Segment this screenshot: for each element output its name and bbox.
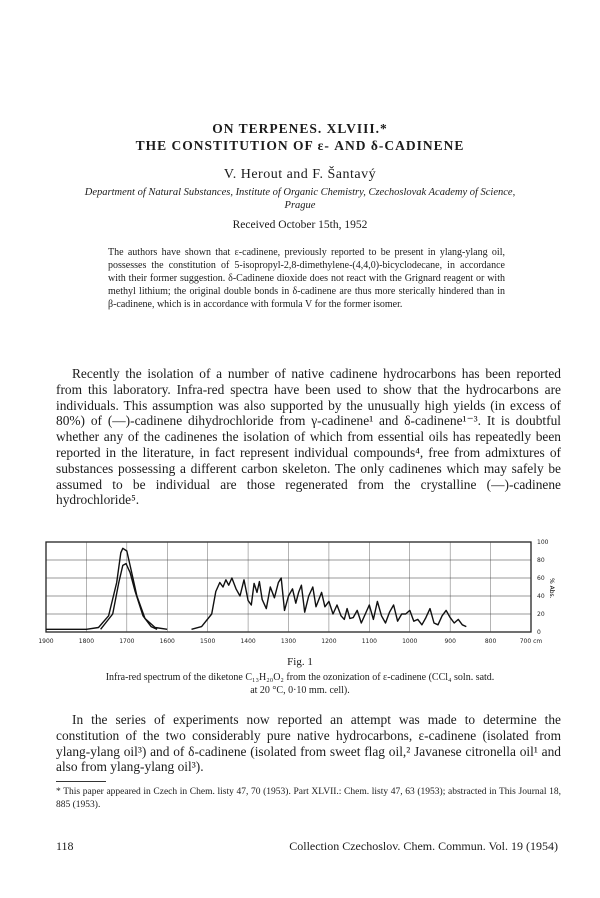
x-tick-label: 1800 xyxy=(78,638,95,645)
x-tick-label: 1500 xyxy=(200,638,216,645)
figure-label: Fig. 1 xyxy=(287,656,313,668)
y-tick-label: 80 xyxy=(537,557,545,564)
page-number: 118 xyxy=(56,839,74,853)
x-tick-label: 1900 xyxy=(38,638,54,645)
figure-caption-line-2: at 20 °C, 0·10 mm. cell). xyxy=(250,685,350,696)
spectrum-curves xyxy=(46,548,466,629)
x-tick-labels xyxy=(38,638,542,645)
ir-spectrum-chart xyxy=(40,538,560,648)
second-paragraph-text: In the series of experiments now reported an attempt was made to determine the constitution of the two considerably pure native hydrocarbons, ε-cadinene (isolated from ylang-ylang oil³) and of δ-cadinene (isolated from sweet flag oil,² Javanese citronella oil¹ and also from ylang-ylang oil³). xyxy=(56,712,561,775)
x-tick-label: 1600 xyxy=(159,638,175,645)
spectrum-curve-1 xyxy=(46,548,167,629)
affiliation-line-2: Prague xyxy=(284,200,316,211)
y-tick-label: 20 xyxy=(537,611,545,618)
spectrum-curve-2 xyxy=(101,564,158,630)
figure-caption-line-1: Infra-red spectrum of the diketone C₁₃H₂₀O₂ from the ozonization of ε-cadinene (CCl₄ soln. satd. xyxy=(105,672,495,683)
received-date: Received October 15th, 1952 xyxy=(232,219,368,231)
title-line-2: THE CONSTITUTION OF ε- AND δ-CADINENE xyxy=(135,138,465,153)
title-line-1: ON TERPENES. XLVIII.* xyxy=(212,121,388,136)
y-tick-label: 60 xyxy=(537,575,545,582)
authors: V. Herout and F. Šantavý xyxy=(223,167,377,182)
x-tick-label: 800 xyxy=(484,638,497,645)
x-tick-label: 1300 xyxy=(280,638,297,645)
x-tick-label: 900 xyxy=(444,638,456,645)
abstract: The authors have shown that ε-cadinene, previously reported to be present in ylang-ylang oil, possesses the constitution of 5-isopropyl-2,8-dimethylene-(4,4,0)-bicyclodecane, in accordance with their former suggestion. δ-Cadinene dioxide does not react with the Grignard reagent or with methyl lithium; the original double bonds in δ-cadinene are thus more sterically hindered than in β-cadinene, which is in accordance with formula V for the former isomer. xyxy=(108,247,505,310)
footnote-rule xyxy=(56,781,106,782)
y-axis-label: % Abs. xyxy=(548,578,555,599)
chart-grid xyxy=(46,542,531,632)
x-tick-label: 700 cm xyxy=(519,638,543,645)
footnote: * This paper appeared in Czech in Chem. listy 47, 70 (1953). Part XLVII.: Chem. listy 47, 63 (1953); abstracted in This Journal 18, 885 (1953). xyxy=(56,787,561,810)
journal-citation: Collection Czechoslov. Chem. Commun. Vol. 19 (1954) xyxy=(289,839,558,853)
x-tick-label: 1100 xyxy=(361,638,377,645)
intro-paragraph xyxy=(56,366,561,508)
y-tick-label: 0 xyxy=(537,629,541,636)
intro-paragraph-text: Recently the isolation of a number of native cadinene hydrocarbons has been reported from this laboratory. Infra-red spectra have been used to show that the hydrocarbons are individuals. This assumption was also supported by the unusually high yields (in excess of 80%) of (—)-cadinene dihydrochloride from γ-cadinene¹ and δ-cadinene¹⁻³. It is doubtful whether any of the cadinenes the isolation of which from essential oils has repeatedly been reported in the literature, in fact represent individual compounds⁴, free from admixtures of substances possessing a different carbon skeleton. The only cadinenes which may safely be assumed to be individual are those regenerated from the crystalline (—)-cadinene hydrochloride⁵. xyxy=(56,366,561,508)
x-tick-label: 1400 xyxy=(240,638,256,645)
y-tick-label: 40 xyxy=(537,593,545,600)
x-tick-label: 1200 xyxy=(321,638,337,645)
x-tick-label: 1000 xyxy=(402,638,418,645)
affiliation-line-1: Department of Natural Substances, Institute of Organic Chemistry, Czechoslovak Academy of Science, xyxy=(84,187,516,198)
x-tick-label: 1700 xyxy=(119,638,135,645)
second-paragraph xyxy=(56,712,561,775)
y-tick-label: 100 xyxy=(537,539,549,546)
y-tick-labels xyxy=(537,539,549,636)
